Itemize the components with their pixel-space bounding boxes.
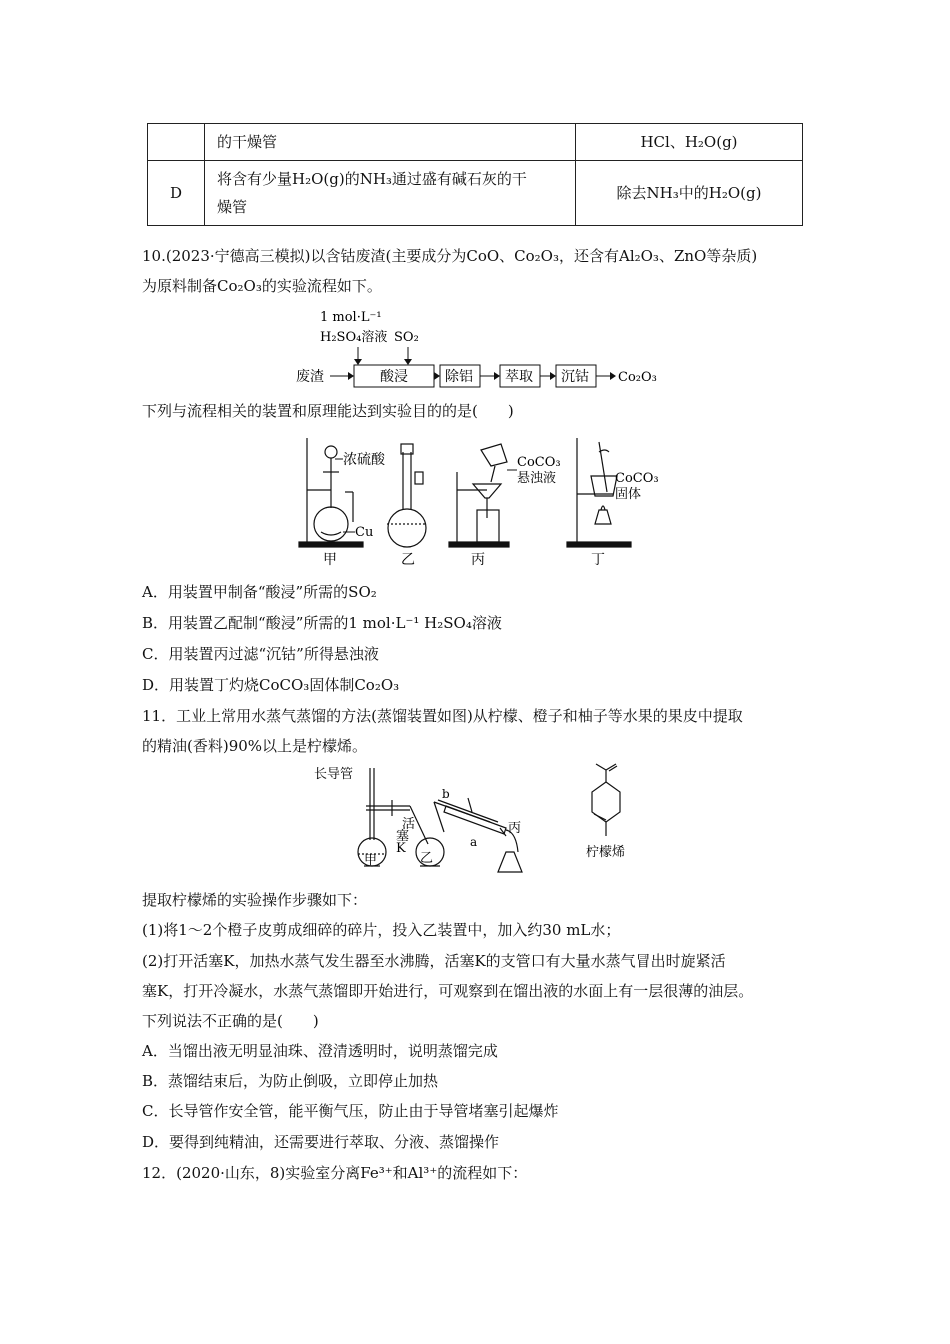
- q11-option-a: A．当馏出液无明显油珠、澄清透明时，说明蒸馏完成: [142, 1042, 498, 1060]
- row-purpose: 除去NH₃中的H₂O(g): [576, 161, 803, 226]
- table-row-d: [148, 161, 803, 226]
- row-content-line-2: 燥管: [217, 198, 248, 216]
- table-row-c: [148, 124, 803, 161]
- label-b: b: [442, 787, 450, 801]
- limonene-structure: [592, 764, 620, 836]
- q11-step-2-line-1: (2)打开活塞K，加热水蒸气发生器至水沸腾，活塞K的支管口有大量水蒸气冒出时旋紧活: [142, 952, 726, 970]
- q10-stem-line-2: 为原料制备Co₂O₃的实验流程如下。: [142, 277, 382, 295]
- q10-question: 下列与流程相关的装置和原理能达到实验目的的是( ): [142, 402, 514, 420]
- q11-option-b: B．蒸馏结束后，为防止倒吸，立即停止加热: [142, 1072, 439, 1090]
- q10-option-b: B．用装置乙配制“酸浸”所需的1 mol·L⁻¹ H₂SO₄溶液: [142, 614, 502, 632]
- row-content: [205, 161, 576, 226]
- reagent-so2: SO₂: [394, 330, 419, 345]
- q10-option-d: D．用装置丁灼烧CoCO₃固体制Co₂O₃: [142, 676, 400, 694]
- label-stopcock-3: K: [396, 841, 406, 856]
- q12-stem: 12．(2020·山东，8)实验室分离Fe³⁺和Al³⁺的流程如下：: [142, 1164, 528, 1182]
- label-bing: 丙: [508, 821, 522, 836]
- row-purpose: HCl、H₂O(g): [576, 124, 803, 161]
- q11-distillation-figure: [310, 762, 650, 880]
- q10-apparatus-figure: [295, 432, 665, 572]
- flow-product: Co₂O₃: [618, 370, 657, 385]
- label-coco3-1: CoCO₃: [517, 455, 561, 470]
- q10-flow-diagram: [290, 305, 670, 395]
- q11-step-1: (1)将1～2个橙子皮剪成细碎的碎片，投入乙装置中，加入约30 mL水；: [142, 921, 621, 939]
- label-yi: 乙: [420, 851, 434, 866]
- distillation-apparatus: [358, 768, 522, 872]
- q11-steps-intro: 提取柠檬烯的实验操作步骤如下：: [142, 891, 368, 909]
- label-a: a: [470, 835, 478, 849]
- flow-step-3: 萃取: [505, 369, 533, 385]
- label-conc-sulfuric-acid: 浓硫酸: [343, 452, 385, 468]
- apparatus-bing: [449, 444, 509, 547]
- name-ding: 丁: [591, 552, 605, 568]
- flow-step-2: 除铝: [445, 369, 473, 385]
- flow-start: 废渣: [296, 369, 324, 385]
- q10-stem-line-1: 10.(2023·宁德高三模拟)以含钴废渣(主要成分为CoO、Co₂O₃，还含有Al₂O₃、ZnO等杂质): [142, 247, 758, 265]
- q11-option-c: C．长导管作安全管，能平衡气压，防止由于导管堵塞引起爆炸: [142, 1102, 559, 1120]
- q10-option-c: C．用装置丙过滤“沉钴”所得悬浊液: [142, 645, 379, 663]
- label-stopcock-2: 塞: [396, 829, 410, 844]
- name-jia: 甲: [323, 552, 337, 568]
- q11-step-2-line-2: 塞K，打开冷凝水，水蒸气蒸馏即开始进行，可观察到在馏出液的水面上有一层很薄的油层。: [142, 982, 754, 1000]
- label-suspension: 悬浊液: [517, 471, 557, 486]
- reagent-concentration: 1 mol·L⁻¹: [320, 310, 382, 325]
- q11-question: 下列说法不正确的是( ): [142, 1012, 319, 1030]
- apparatus-yi: [387, 444, 427, 547]
- name-yi: 乙: [401, 552, 415, 568]
- flow-step-4: 沉钴: [561, 369, 589, 385]
- label-coco3-2: CoCO₃: [615, 471, 659, 486]
- options-table: [147, 123, 803, 226]
- label-cu: Cu: [355, 525, 374, 540]
- label-long-tube: 长导管: [314, 767, 354, 782]
- flow-step-1: 酸浸: [380, 369, 408, 385]
- name-bing: 丙: [471, 552, 485, 568]
- row-content: 的干燥管: [205, 124, 576, 161]
- label-solid: 固体: [615, 487, 642, 502]
- row-content-line-1: 将含有少量H₂O(g)的NH₃通过盛有碱石灰的干: [217, 170, 527, 188]
- label-limonene: 柠檬烯: [586, 845, 626, 860]
- label-stopcock-1: 活: [402, 817, 416, 832]
- label-jia: 甲: [364, 853, 378, 868]
- q11-stem-line-2: 的精油(香料)90%以上是柠檬烯。: [142, 737, 368, 755]
- row-label: D: [148, 161, 205, 226]
- reagent-acid: H₂SO₄溶液: [320, 330, 388, 345]
- q11-stem-line-1: 11．工业上常用水蒸气蒸馏的方法(蒸馏装置如图)从柠檬、橙子和柚子等水果的果皮中提取: [142, 707, 743, 725]
- row-label: [148, 124, 205, 161]
- q10-option-a: A．用装置甲制备“酸浸”所需的SO₂: [142, 583, 377, 601]
- q11-option-d: D．要得到纯精油，还需要进行萃取、分液、蒸馏操作: [142, 1133, 500, 1151]
